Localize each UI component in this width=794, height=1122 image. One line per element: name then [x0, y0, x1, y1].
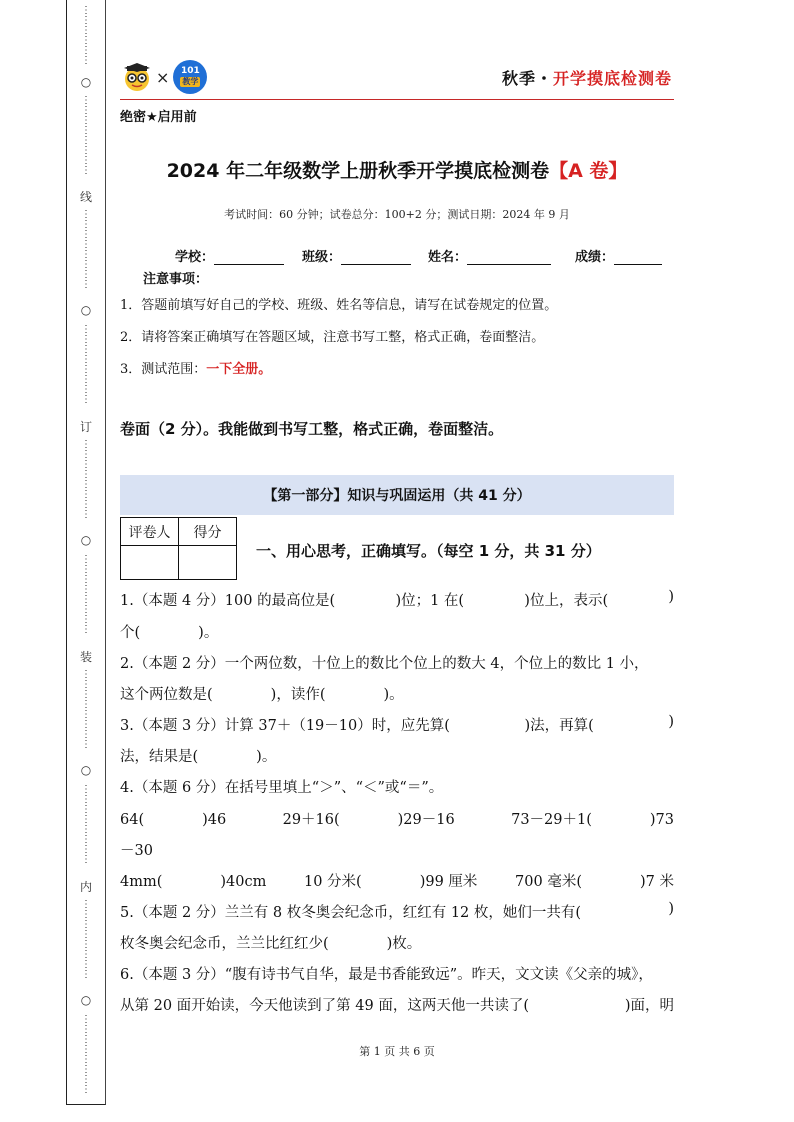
dotted-line: ⋮ ⋮ ⋮ ⋮ ⋮ ⋮ ⋮ ⋮: [81, 439, 91, 520]
note-item-3-prefix: 3．测试范围：: [120, 362, 207, 377]
times-sign: ×: [156, 67, 170, 87]
binding-label-inner: 内: [79, 880, 92, 894]
question-4-row-1: [120, 808, 674, 829]
q4-compare-3: 73－29＋1( )73: [511, 812, 674, 828]
class-field[interactable]: [302, 246, 411, 265]
title-tag: 【A 卷】: [549, 160, 628, 182]
secret-label: 绝密★启用前: [120, 110, 197, 125]
score-label: 成绩：: [575, 250, 615, 265]
neatness-statement: 卷面（2 分）。我能做到书写工整，格式正确，卷面整洁。: [120, 420, 504, 438]
binding-circle: ○: [80, 303, 92, 317]
q3-text-c: ): [668, 714, 674, 730]
header-divider: [120, 99, 674, 100]
question-6-line-1: 6.（本题 3 分）“腹有诗书气自华，最是书香能致远”。昨天，文文读《父亲的城》，: [120, 967, 653, 983]
brand-badge-icon: [173, 60, 207, 94]
q1-text-c: )位上，表示(: [524, 593, 609, 609]
dotted-line: ⋮ ⋮ ⋮ ⋮ ⋮ ⋮ ⋮ ⋮: [81, 669, 91, 750]
q3-text-a: 3.（本题 3 分）计算 37＋（19－10）时，应先算(: [120, 718, 450, 734]
class-blank[interactable]: [341, 250, 411, 265]
score-cell[interactable]: [179, 546, 237, 580]
binding-circle: ○: [80, 533, 92, 547]
page-title: [120, 156, 674, 183]
section1-title: 一、用心思考，正确填写。（每空 1 分，共 31 分）: [256, 542, 601, 560]
q6-text-b: )面，明: [624, 998, 674, 1014]
badge-number: 101: [181, 66, 200, 76]
q6-text-a: 从第 20 面开始读，今天他读到了第 49 面，这两天他一共读了(: [120, 998, 529, 1014]
dotted-line: ⋮ ⋮ ⋮ ⋮ ⋮ ⋮ ⋮ ⋮: [81, 1014, 91, 1095]
cartoon-face-icon: [122, 62, 152, 92]
header-logo: [122, 60, 207, 94]
notes-title: 注意事项：: [143, 272, 209, 287]
question-3-line-2: 法，结果是( )。: [120, 749, 277, 765]
score-table: [120, 517, 237, 580]
binding-label-line: 线: [79, 190, 92, 204]
score-header: 得分: [179, 518, 237, 546]
q5-text-a: 5.（本题 2 分）兰兰有 8 枚冬奥会纪念币，红红有 12 枚，她们一共有(: [120, 905, 582, 921]
q1-text-a: 1.（本题 4 分）100 的最高位是(: [120, 593, 336, 609]
q4-compare-6: 700 毫米( )7 米: [515, 874, 674, 890]
question-1-line-2: 个( )。: [120, 625, 219, 641]
note-item-3: [120, 358, 271, 377]
school-blank[interactable]: [214, 250, 284, 265]
q1-text-b: )位；1 在(: [395, 593, 465, 609]
dotted-line: ⋮ ⋮ ⋮ ⋮ ⋮ ⋮ ⋮ ⋮: [81, 95, 91, 176]
binding-circle: ○: [80, 75, 92, 89]
note-item-3-scope: 一下全册。: [206, 362, 272, 377]
score-blank[interactable]: [614, 250, 662, 265]
dotted-line: ⋮ ⋮ ⋮ ⋮ ⋮ ⋮ ⋮ ⋮: [81, 899, 91, 980]
question-5-line-2: 枚冬奥会纪念币，兰兰比红红少( )枚。: [120, 936, 422, 952]
question-1-line-1: [120, 589, 674, 610]
exam-meta: 考试时间：60 分钟；试卷总分：100+2 分；测试日期：2024 年 9 月: [224, 208, 570, 221]
note-item-1: 1．答题前填写好自己的学校、班级、姓名等信息，请写在试卷规定的位置。: [120, 298, 558, 313]
part1-header: 【第一部分】知识与巩固运用（共 41 分）: [120, 475, 674, 515]
q5-text-b: ): [668, 901, 674, 917]
school-label: 学校：: [175, 250, 215, 265]
q4-compare-2: 29＋16( )29－16: [282, 812, 455, 828]
dotted-line: ⋮ ⋮ ⋮ ⋮ ⋮ ⋮ ⋮ ⋮: [81, 554, 91, 635]
question-6-line-2: [120, 994, 674, 1015]
name-label: 姓名：: [428, 250, 468, 265]
dotted-line: ⋮ ⋮ ⋮ ⋮ ⋮ ⋮: [81, 5, 91, 66]
question-2-line-2: 这个两位数是( )，读作( )。: [120, 687, 404, 703]
title-main: 2024 年二年级数学上册秋季开学摸底检测卷: [166, 160, 550, 182]
q4-compare-5: 10 分米( )99 厘米: [303, 874, 478, 890]
question-3-line-1: [120, 714, 674, 735]
name-field[interactable]: [428, 246, 551, 265]
question-4-row-2: [120, 870, 674, 891]
reviewer-header: 评卷人: [121, 518, 179, 546]
page-footer: 第 1 页 共 6 页: [359, 1045, 435, 1058]
question-5-line-1: [120, 901, 674, 922]
header-series-plain: 秋季・: [501, 69, 553, 88]
dotted-line: ⋮ ⋮ ⋮ ⋮ ⋮ ⋮ ⋮ ⋮: [81, 209, 91, 290]
q1-text-d: ): [668, 589, 674, 605]
q4-compare-4: 4mm( )40cm: [120, 874, 267, 890]
question-4-row-1-cont: －30: [120, 843, 153, 859]
score-field[interactable]: [575, 246, 662, 265]
badge-text: 教学: [182, 77, 199, 86]
question-2-line-1: 2.（本题 2 分）一个两位数，十位上的数比个位上的数大 4，个位上的数比 1 小，: [120, 656, 649, 672]
school-field[interactable]: [175, 246, 284, 265]
question-4-line-1: 4.（本题 6 分）在括号里填上“＞”、“＜”或“＝”。: [120, 780, 444, 796]
q3-text-b: )法，再算(: [524, 718, 594, 734]
binding-circle: ○: [80, 763, 92, 777]
binding-label-bind: 装: [79, 650, 92, 664]
q4-compare-1: 64( )46: [120, 812, 227, 828]
header-series-accent: 开学摸底检测卷: [552, 69, 672, 88]
binding-label-order: 订: [79, 420, 92, 434]
name-blank[interactable]: [467, 250, 551, 265]
binding-margin: [66, 0, 106, 1105]
note-item-2: 2．请将答案正确填写在答题区域，注意书写工整，格式正确，卷面整洁。: [120, 330, 545, 345]
reviewer-cell[interactable]: [121, 546, 179, 580]
class-label: 班级：: [302, 250, 342, 265]
header-series: [502, 66, 672, 89]
dotted-line: ⋮ ⋮ ⋮ ⋮ ⋮ ⋮ ⋮ ⋮: [81, 784, 91, 865]
binding-circle: ○: [80, 993, 92, 1007]
dotted-line: ⋮ ⋮ ⋮ ⋮ ⋮ ⋮ ⋮ ⋮: [81, 324, 91, 405]
